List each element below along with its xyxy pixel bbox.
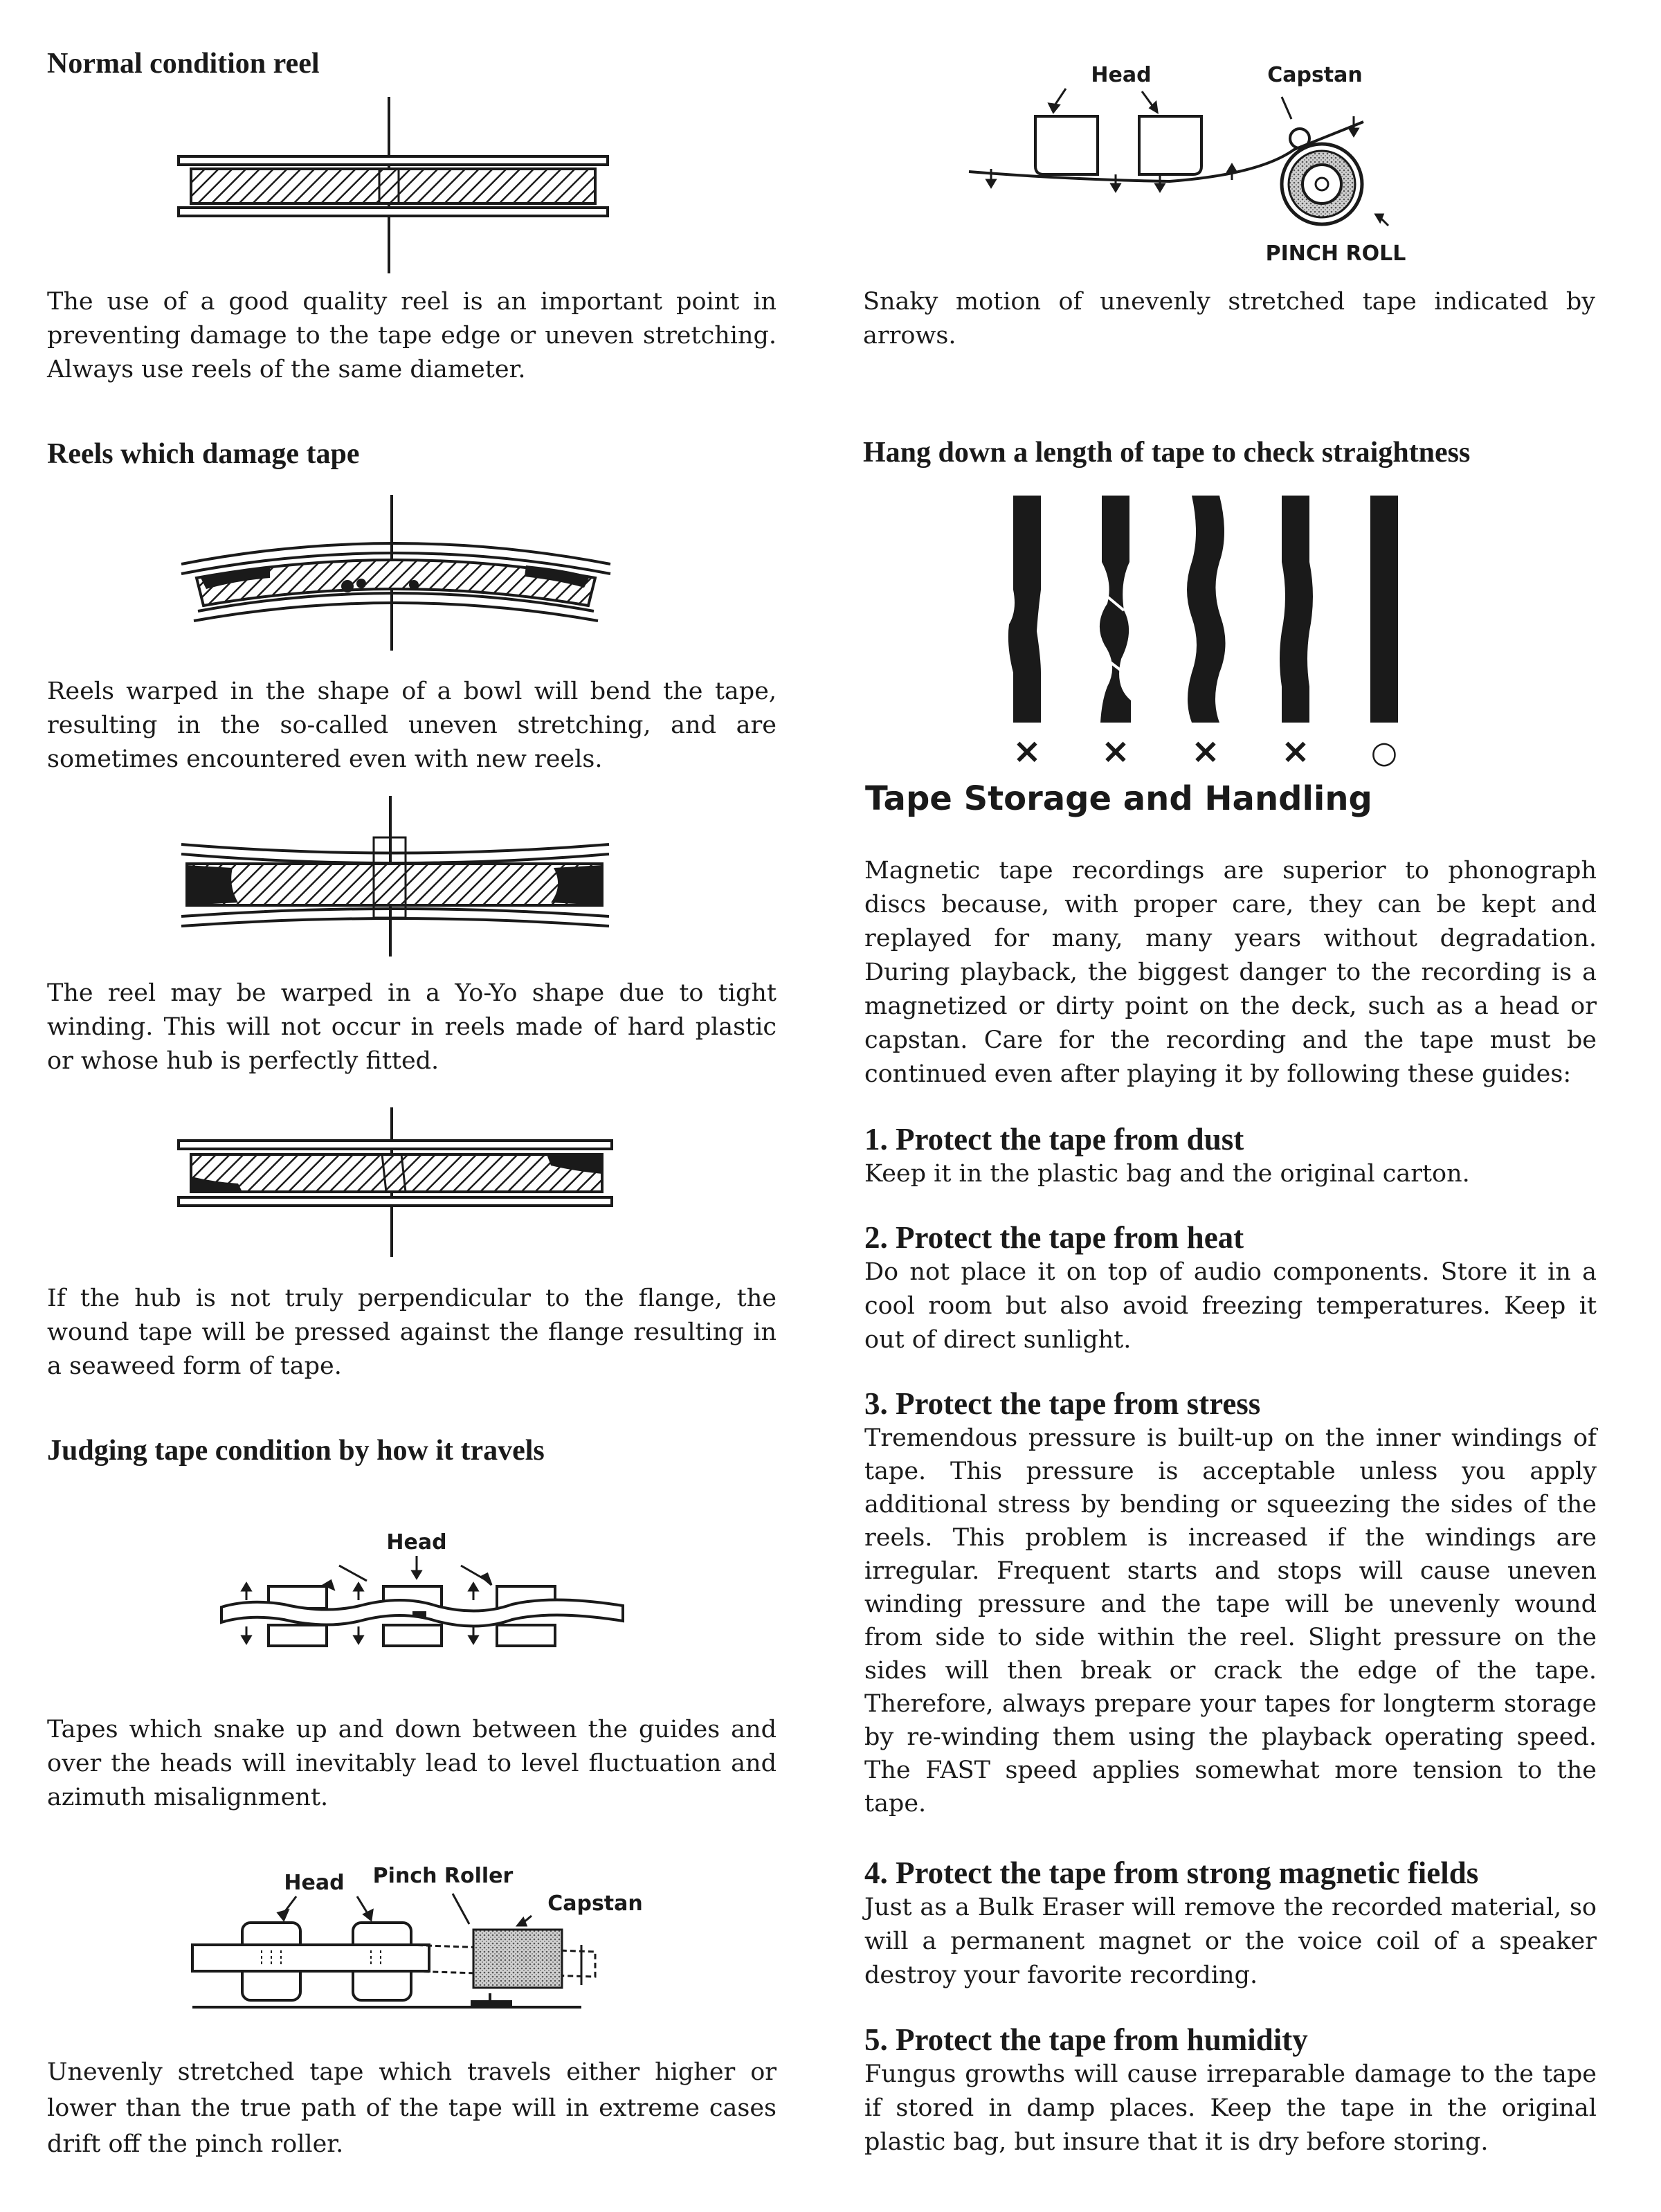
storage-intro: Magnetic tape recordings are superior to phonograph discs because, with proper care, they can be kept and replayed for many, many years without degradation. During playback, the biggest danger to the recording is a magnetized or dirty point on the deck, such as a head or capstan. Care for the recording and the tape must be continued even after playing it by following these guides: [864, 857, 1597, 1088]
yoyo-reel-diagram [166, 796, 623, 962]
item-2-text: Do not place it on top of audio components. Store it in a cool room but also avoid freezing temperatures. Keep it out of direct sunlight. [864, 1258, 1597, 1354]
snaky-head-label: Head [1091, 63, 1152, 87]
drift-capstan-label: Capstan [547, 1892, 643, 1916]
drift-pinch-diagram [180, 1855, 643, 2014]
item-5-title: 5. Protect the tape from humidity [864, 2022, 1308, 2057]
hang-heading: Hang down a length of tape to check straightness [863, 437, 1471, 469]
item-3-text: Tremendous pressure is built-up on the inner windings of tape. This pressure is acceptable unless you apply additional stress by bending or squeezing the sides of the reels. This problem is increased if the windings are irregular. Frequent starts and stops will cause uneven winding pressure and the tape will be unevenly wound from side to side within the reel. Slight pressure on the sides will then break or crack the edge of the tape. Therefore, always prepare your tapes for longterm storage by re-winding them using the playback operating speed. The FAST speed applies somewhat more tension to the tape. [864, 1424, 1597, 1817]
snake-travel-diagram [208, 1523, 637, 1661]
hang-mark-2: × [1101, 731, 1130, 771]
item-2-title: 2. Protect the tape from heat [864, 1220, 1244, 1255]
snaky-text: Snaky motion of unevenly stretched tape indicated by arrows. [863, 288, 1595, 350]
bowl-reel-diagram [166, 495, 623, 654]
item-3-title: 3. Protect the tape from stress [864, 1386, 1261, 1421]
item-1-title: 1. Protect the tape from dust [864, 1122, 1244, 1157]
snaky-capstan-label: Capstan [1267, 63, 1363, 87]
judging-heading: Judging tape condition by how it travels [47, 1435, 545, 1467]
bowl-reel-text: Reels warped in the shape of a bowl will bend the tape, resulting in the so-called uneven stretching, and are sometimes encountered even with new reels. [47, 678, 777, 773]
hang-mark-3: × [1191, 731, 1220, 771]
normal-reel-diagram [166, 97, 623, 277]
item-4-text: Just as a Bulk Eraser will remove the recorded material, so will a permanent magnet or the voice coil of a speaker destroy your favorite recording. [864, 1894, 1597, 1989]
item-4-title: 4. Protect the tape from strong magnetic fields [864, 1856, 1479, 1890]
snaky-motion-diagram [969, 53, 1481, 274]
hang-mark-1: × [1013, 731, 1042, 771]
hub-reel-text: If the hub is not truly perpendicular to the flange, the wound tape will be pressed against the flange resulting in a seaweed form of tape. [47, 1285, 777, 1380]
item-1-text: Keep it in the plastic bag and the original carton. [864, 1160, 1470, 1188]
drift-head-label: Head [284, 1871, 345, 1895]
snake-text: Tapes which snake up and down between the guides and over the heads will inevitably lead to level fluctuation and azimuth misalignment. [47, 1716, 777, 1811]
hang-mark-4: × [1281, 731, 1310, 771]
hang-mark-5: ○ [1370, 735, 1398, 770]
drift-pinch-roller-label: Pinch Roller [372, 1864, 514, 1888]
pinch-roll-label: PINCH ROLL [1265, 242, 1406, 266]
damage-reels-heading: Reels which damage tape [47, 438, 360, 470]
hub-reel-diagram [166, 1107, 623, 1260]
yoyo-reel-text: The reel may be warped in a Yo-Yo shape due to tight winding. This will not occur in reels made of hard plastic or whose hub is perfectly fitted. [47, 979, 777, 1075]
hang-tape-diagram [997, 493, 1412, 770]
drift-text: Unevenly stretched tape which travels either higher or lower than the true path of the tape will in extreme cases drift off the pinch roller. [47, 2058, 777, 2158]
item-5-text: Fungus growths will cause irreparable damage to the tape if stored in damp places. Keep the tape in the original plastic bag, but insure that it is dry before storing. [864, 2060, 1597, 2156]
storage-title: Tape Storage and Handling [865, 779, 1372, 818]
normal-reel-text: The use of a good quality reel is an important point in preventing damage to the tape edge or uneven stretching. Always use reels of the same diameter. [47, 288, 777, 383]
snake-head-label: Head [386, 1530, 447, 1554]
normal-reel-heading: Normal condition reel [47, 48, 320, 80]
